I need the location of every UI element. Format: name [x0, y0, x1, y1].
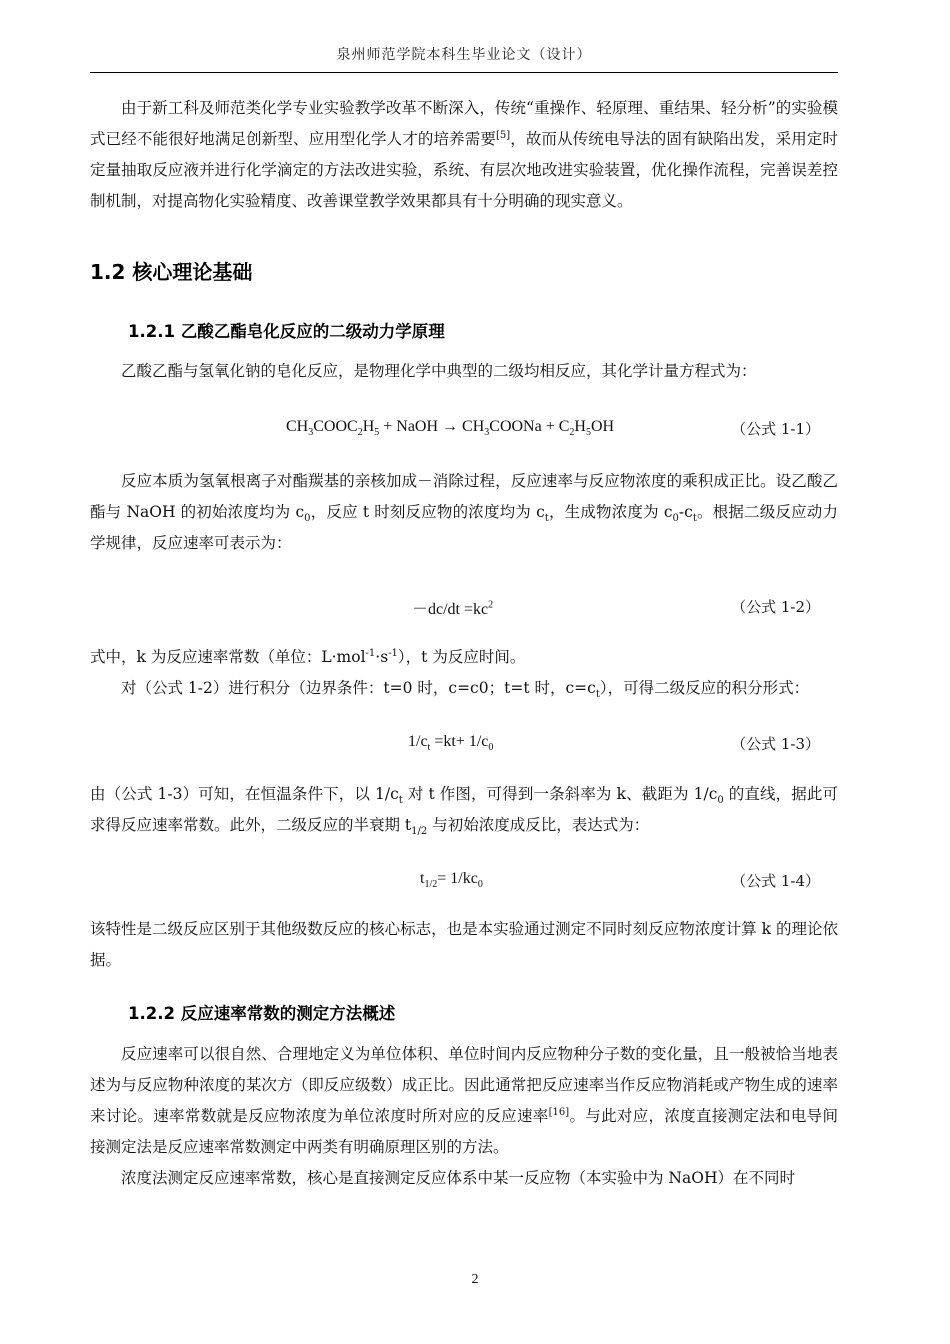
equation-tag: （公式 1-4）: [731, 872, 820, 890]
sub1-block-5: [90, 914, 838, 976]
citation: [16]: [548, 1106, 570, 1118]
equation-formula: $1/c_t =kt+ 1/c_0$: [408, 733, 494, 754]
equation-1-3: [90, 733, 838, 763]
sub1-block-2: [90, 466, 838, 559]
equation-formula: $t_{1/2}= 1/kc_0$: [420, 870, 483, 891]
intro-block: [90, 93, 838, 217]
sub1-paragraph-2: 反应本质为氢氧根离子对酯羰基的亲核加成－消除过程，反应速率与反应物浓度的乘积成正比。设乙酸乙酯与 NaOH 的初始浓度均为 $c_0$，反应 t 时刻反应物的浓度均为 $c_t$，生成物浓度为 $c_0-c_t$。根据二级反应动力学规律，反应速率可表示为：: [90, 472, 838, 552]
sub1-paragraph-4: 对（公式 1-2）进行积分（边界条件：t=0 时，c=c0；t=t 时，$c=c_t$），可得二级反应的积分形式：: [121, 679, 810, 701]
equation-1-1: [90, 418, 838, 448]
sub2-block: [90, 1039, 838, 1194]
header-rule: [90, 72, 838, 73]
subsection-heading-1: 1.2.1 乙酸乙酯皂化反应的二级动力学原理: [128, 322, 445, 341]
subsection-heading-2: 1.2.2 反应速率常数的测定方法概述: [128, 1004, 396, 1023]
intro-text: 由于新工科及师范类化学专业实验教学改革不断深入，传统“重操作、轻原理、重结果、轻分析”的实验模式已经不能很好地满足创新型、应用型化学人才的培养需要: [90, 99, 838, 148]
sub1-paragraph-1: 乙酸乙酯与氢氧化钠的皂化反应，是物理化学中典型的二级均相反应，其化学计量方程式为：: [121, 362, 757, 380]
equation-formula: $-dc/dt =kc^2$: [412, 599, 494, 618]
running-header: 泉州师范学院本科生毕业论文（设计）: [336, 47, 592, 63]
intro-text-rest: ，故而从传统电导法的固有缺陷出发，采用定时定量抽取反应液并进行化学滴定的方法改进实验，系统、有层次地改进实验装置，优化操作流程，完善误差控制机制，对提高物化实验精度、改善课堂教学效果都具有十分明确的现实意义。: [90, 130, 838, 210]
equation-tag: （公式 1-2）: [731, 598, 820, 616]
sub1-block-4: [90, 779, 838, 841]
equation-1-4: [90, 870, 838, 900]
equation-formula: $CH_3COOC_2H_5$ + NaOH → $CH_3COONa + C_2H_5OH$: [286, 418, 615, 439]
sub1-paragraph-5: 由（公式 1-3）可知，在恒温条件下，以 $1/c_t$ 对 t 作图，可得到一条斜率为 k、截距为 $1/c_0$ 的直线，据此可求得反应速率常数。此外，二级反应的半衰期 $t_{1/2}$ 与初始浓度成反比，表达式为：: [90, 785, 838, 838]
page-number: 2: [471, 1272, 479, 1287]
sub1-paragraph-3: 式中，k 为反应速率常数（单位：$L\cdot mol^{-1}\cdot s^{-1}$），t 为反应时间。: [90, 647, 526, 666]
section-heading: 1.2 核心理论基础: [90, 260, 253, 284]
sub2-paragraph-1: 反应速率可以很自然、合理地定义为单位体积、单位时间内反应物种分子数的变化量，且一般被恰当地表述为与反应物种浓度的某次方（即反应级数）成正比。因此通常把反应速率当作反应物消耗或产物生成的速率来讨论。速率常数就是反应物浓度为单位浓度时所对应的反应速率[16]。与此对应，浓度直接测定法和电导间接测定法是反应速率常数测定中两类有明确原理区别的方法。: [90, 1045, 838, 1156]
sub1-intro: [90, 356, 838, 387]
sub1-paragraph-6: 该特性是二级反应区别于其他级数反应的核心标志，也是本实验通过测定不同时刻反应物浓度计算 k 的理论依据。: [90, 920, 838, 969]
sub2-paragraph-2: 浓度法测定反应速率常数，核心是直接测定反应体系中某一反应物（本实验中为 NaOH）在不同时: [121, 1169, 795, 1187]
citation: [5]: [495, 129, 511, 141]
intro-paragraph: [90, 93, 838, 217]
equation-tag: （公式 1-1）: [731, 420, 820, 438]
equation-1-2: [90, 596, 838, 626]
equation-tag: （公式 1-3）: [731, 735, 820, 753]
sub1-block-3: [90, 642, 838, 704]
